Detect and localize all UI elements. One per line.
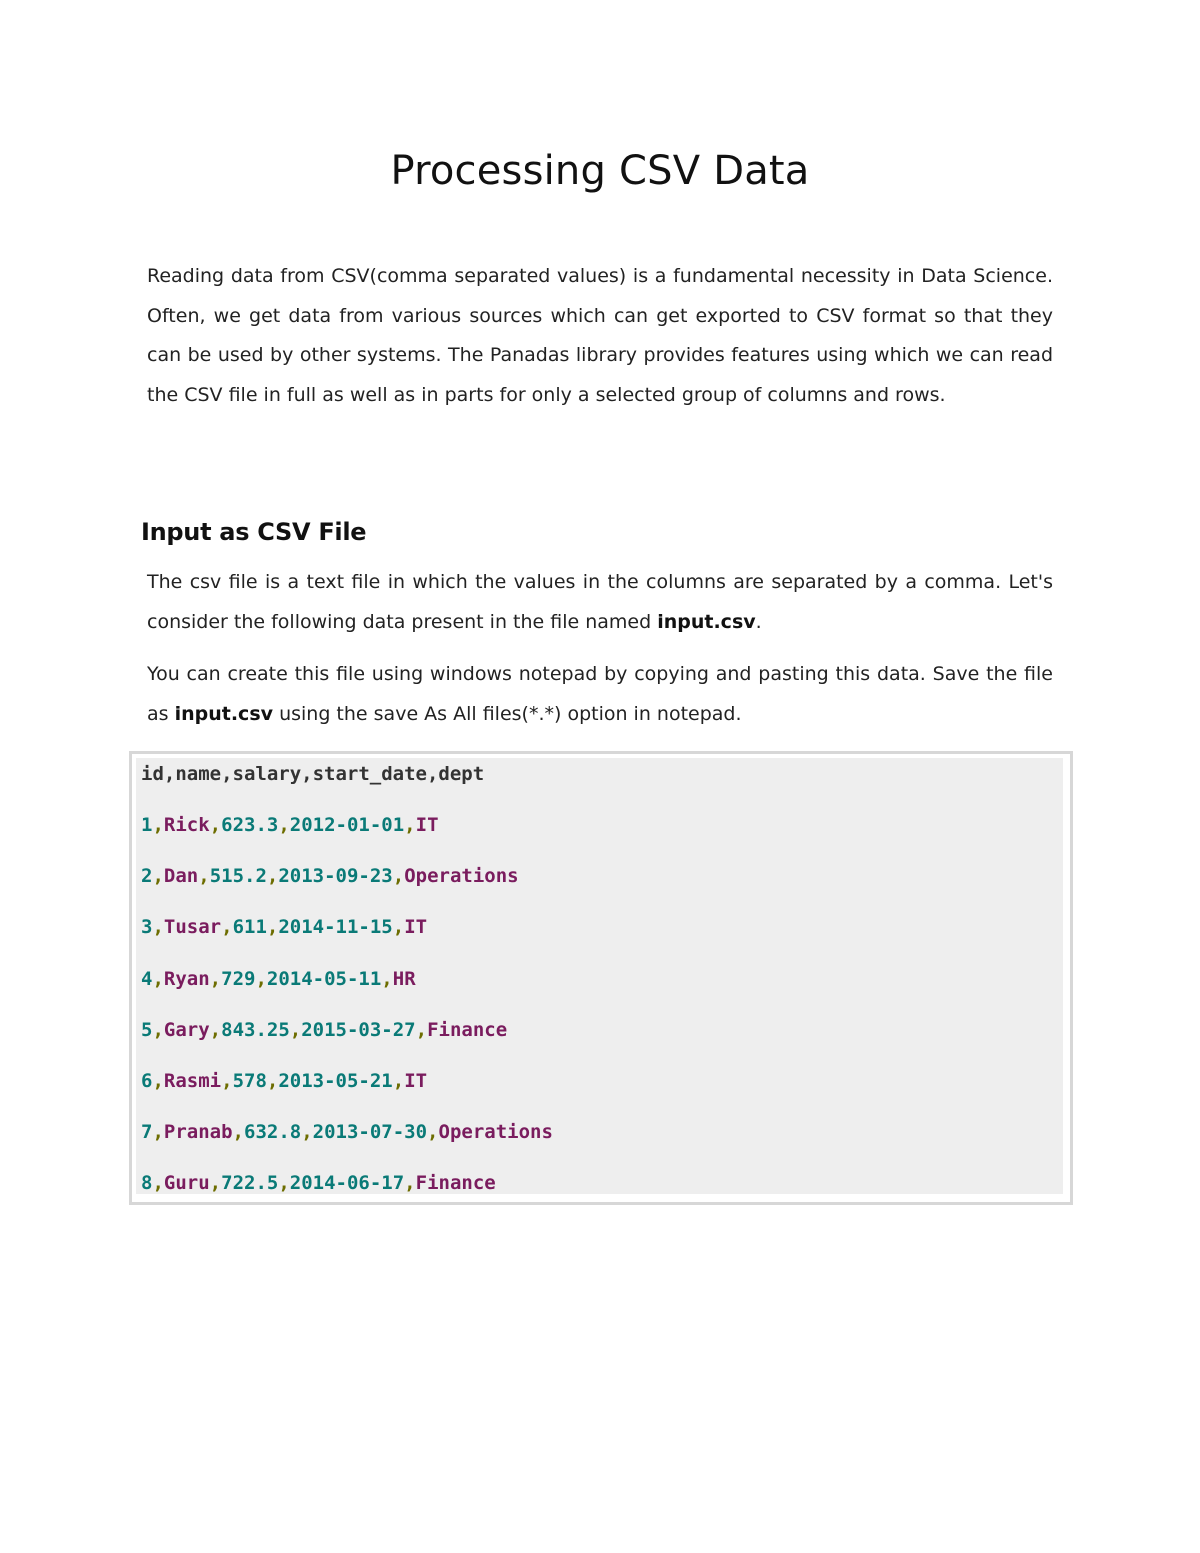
csv-field: 515.2 — [209, 865, 267, 887]
csv-data-line — [141, 1120, 553, 1144]
csv-field: 623.3 — [221, 814, 279, 836]
csv-comma: , — [266, 916, 279, 938]
csv-field: 729 — [221, 968, 256, 990]
csv-field: 2015-03-27 — [301, 1019, 416, 1041]
csv-comma: , — [278, 1172, 290, 1194]
csv-comma: , — [152, 865, 164, 887]
csv-comma: , — [152, 968, 164, 990]
csv-comma: , — [152, 814, 164, 836]
csv-comma: , — [152, 1121, 164, 1143]
csv-comma: , — [415, 1019, 428, 1041]
csv-field: Guru — [163, 1172, 210, 1194]
csv-comma: , — [278, 814, 290, 836]
csv-field: IT — [404, 916, 428, 938]
csv-comma: , — [221, 916, 233, 938]
csv-field: 2014-06-17 — [289, 1172, 405, 1194]
csv-comma: , — [209, 968, 222, 990]
csv-field: IT — [415, 814, 439, 836]
csv-field: 3 — [141, 916, 153, 938]
csv-field: 6 — [141, 1070, 153, 1092]
csv-field: Pranab — [163, 1121, 233, 1143]
csv-field: Gary — [163, 1019, 210, 1041]
csv-field: 2013-07-30 — [312, 1121, 428, 1143]
csv-comma: , — [221, 1070, 233, 1092]
csv-comma: , — [392, 916, 405, 938]
csv-comma: , — [209, 814, 222, 836]
csv-data-line — [141, 1069, 427, 1093]
csv-field: 1 — [141, 814, 153, 836]
csv-field: 611 — [232, 916, 267, 938]
csv-comma: , — [209, 1172, 222, 1194]
csv-field: Finance — [427, 1019, 508, 1041]
csv-field: 722.5 — [221, 1172, 279, 1194]
csv-comma: , — [301, 1121, 313, 1143]
csv-field: IT — [404, 1070, 428, 1092]
filename-bold: input.csv — [174, 702, 274, 725]
csv-comma: , — [381, 968, 393, 990]
csv-field: Finance — [415, 1172, 496, 1194]
csv-data-line — [141, 1171, 496, 1195]
csv-field: 4 — [141, 968, 153, 990]
csv-field: 2013-05-21 — [278, 1070, 393, 1092]
paragraph-text: You can create this file using windows notepad by copying and pasting this data. Save the file as — [147, 663, 1053, 725]
page-title: Processing CSV Data — [390, 148, 810, 194]
csv-field: 2013-09-23 — [278, 865, 393, 887]
filename-bold: input.csv — [657, 610, 756, 633]
csv-field: Rick — [163, 814, 210, 836]
csv-comma: , — [232, 1121, 244, 1143]
csv-comma: , — [266, 865, 279, 887]
csv-field: 8 — [141, 1172, 153, 1194]
csv-data-line — [141, 813, 439, 837]
paragraph-text: . — [755, 610, 762, 633]
csv-comma: , — [152, 1019, 164, 1041]
csv-comma: , — [152, 1070, 164, 1092]
csv-comma: , — [392, 1070, 405, 1092]
csv-field: Ryan — [163, 968, 210, 990]
csv-comma: , — [209, 1019, 222, 1041]
section-heading: Input as CSV File — [141, 518, 367, 546]
csv-description-paragraph — [147, 563, 1053, 642]
csv-comma: , — [198, 865, 210, 887]
csv-field: 2012-01-01 — [289, 814, 405, 836]
csv-comma: , — [255, 968, 267, 990]
csv-field: Tusar — [163, 916, 222, 938]
csv-data-line — [141, 864, 519, 888]
csv-data-line — [141, 915, 427, 939]
csv-comma: , — [404, 814, 416, 836]
csv-data-line — [141, 967, 416, 991]
paragraph-text: The csv file is a text file in which the values in the columns are separated by a comma. Let's consider the following data present in the file named — [147, 571, 1053, 633]
csv-header-line: id,name,salary,start_date,dept — [141, 763, 485, 785]
csv-comma: , — [404, 1172, 416, 1194]
intro-paragraph: Reading data from CSV(comma separated values) is a fundamental necessity in Data Science. Often, we get data from various sources which can get exported to CSV format so that they can be used by other systems. The Panadas library provides features using which we can read the CSV file in full as well as in parts for only a selected group of columns and rows. — [147, 265, 1053, 406]
csv-comma: , — [266, 1070, 279, 1092]
csv-field: HR — [392, 968, 416, 990]
csv-comma: , — [289, 1019, 302, 1041]
csv-field: 5 — [141, 1019, 153, 1041]
csv-field: 632.8 — [244, 1121, 302, 1143]
csv-field: 2014-05-11 — [266, 968, 382, 990]
csv-field: 843.25 — [221, 1019, 290, 1041]
csv-field: 7 — [141, 1121, 153, 1143]
csv-field: Dan — [163, 865, 199, 887]
csv-field: Rasmi — [163, 1070, 222, 1092]
csv-field: Operations — [404, 865, 519, 887]
csv-field: Operations — [438, 1121, 553, 1143]
csv-field: 2014-11-15 — [278, 916, 393, 938]
csv-comma: , — [427, 1121, 439, 1143]
csv-data-line — [141, 1018, 507, 1042]
csv-field: 578 — [232, 1070, 267, 1092]
csv-comma: , — [392, 865, 405, 887]
csv-comma: , — [152, 916, 164, 938]
csv-field: 2 — [141, 865, 153, 887]
csv-comma: , — [152, 1172, 164, 1194]
notepad-instructions-paragraph — [147, 655, 1053, 734]
paragraph-text: using the save As All files(*.*) option in notepad. — [273, 702, 742, 725]
